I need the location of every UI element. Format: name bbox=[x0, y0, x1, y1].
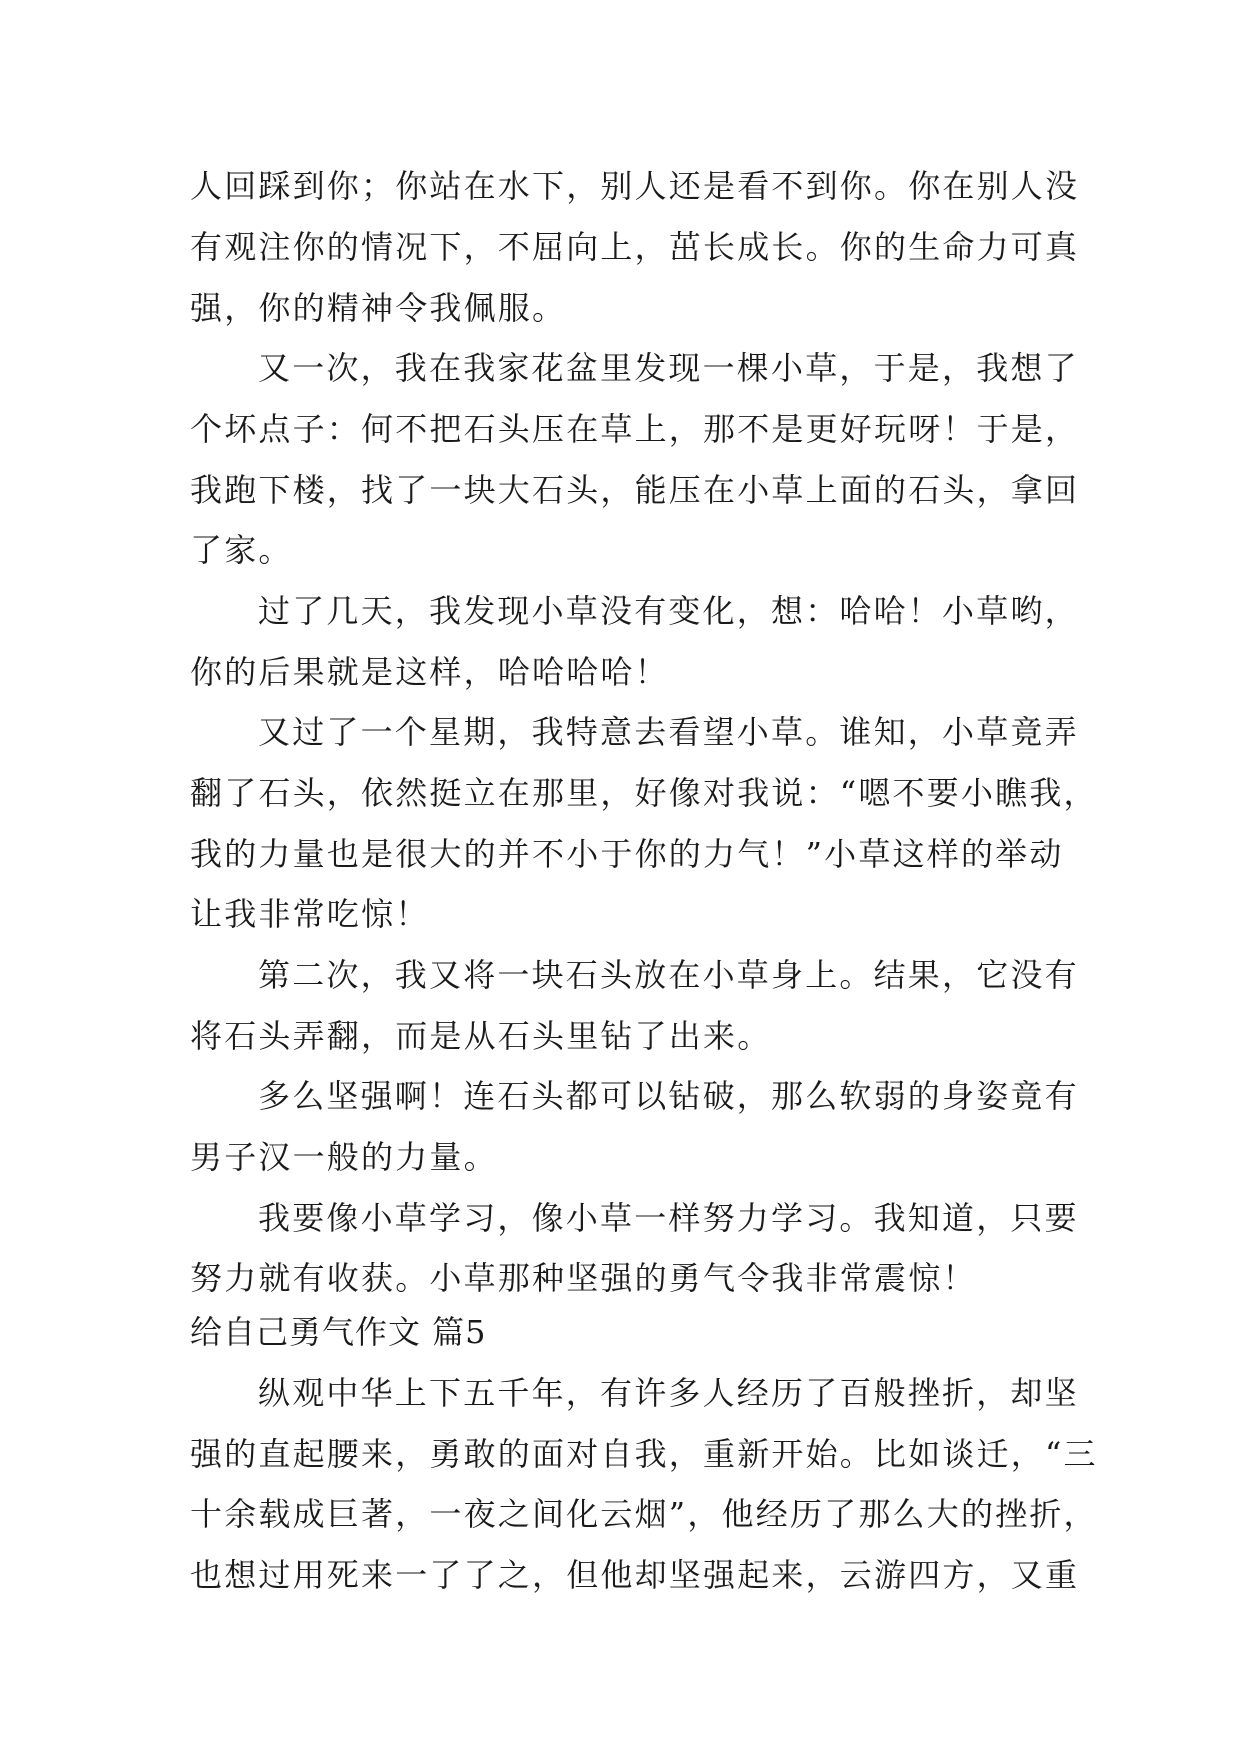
paragraph-first-line: 过了几天，我发现小草没有变化，想：哈哈！小草哟， bbox=[258, 592, 1079, 630]
text-line: 我跑下楼，找了一块大石头，能压在小草上面的石头，拿回 bbox=[190, 471, 1080, 509]
paragraph-first-line: 我要像小草学习，像小草一样努力学习。我知道，只要 bbox=[258, 1199, 1079, 1237]
paragraph-first-line: 多么坚强啊！连石头都可以钻破，那么软弱的身姿竟有 bbox=[258, 1077, 1079, 1115]
text-line: 翻了石头，依然挺立在那里，好像对我说：“嗯不要小瞧我， bbox=[190, 774, 1098, 812]
text-line: 我的力量也是很大的并不小于你的力气！”小草这样的举动 bbox=[190, 835, 1064, 873]
text-line: 让我非常吃惊！ bbox=[190, 895, 430, 933]
section-heading: 给自己勇气作文 篇5 bbox=[190, 1313, 487, 1351]
text-line: 也想过用死来一了了之，但他却坚强起来，云游四方，又重 bbox=[190, 1556, 1080, 1594]
paragraph-first-line: 第二次，我又将一块石头放在小草身上。结果，它没有 bbox=[258, 956, 1079, 994]
text-line: 你的后果就是这样，哈哈哈哈！ bbox=[190, 653, 669, 691]
text-line: 十余载成巨著，一夜之间化云烟”，他经历了那么大的挫折， bbox=[190, 1495, 1098, 1533]
text-line: 将石头弄翻，而是从石头里钻了出来。 bbox=[190, 1017, 772, 1055]
text-line: 强，你的精神令我佩服。 bbox=[190, 289, 567, 327]
text-line: 人回踩到你；你站在水下，别人还是看不到你。你在别人没 bbox=[190, 167, 1080, 205]
paragraph-first-line: 纵观中华上下五千年，有许多人经历了百般挫折，却坚 bbox=[258, 1374, 1079, 1412]
text-line: 男子汉一般的力量。 bbox=[190, 1138, 498, 1176]
text-line: 有观注你的情况下，不屈向上，茁长成长。你的生命力可真 bbox=[190, 228, 1080, 266]
text-line: 强的直起腰来，勇敢的面对自我，重新开始。比如谈迁，“三 bbox=[190, 1435, 1098, 1473]
paragraph-first-line: 又一次，我在我家花盆里发现一棵小草，于是，我想了 bbox=[258, 349, 1079, 387]
text-line: 个坏点子：何不把石头压在草上，那不是更好玩呀！于是， bbox=[190, 410, 1080, 448]
text-line: 了家。 bbox=[190, 531, 293, 569]
paragraph-first-line: 又过了一个星期，我特意去看望小草。谁知，小草竟弄 bbox=[258, 713, 1079, 751]
text-line: 努力就有收获。小草那种坚强的勇气令我非常震惊！ bbox=[190, 1259, 977, 1297]
